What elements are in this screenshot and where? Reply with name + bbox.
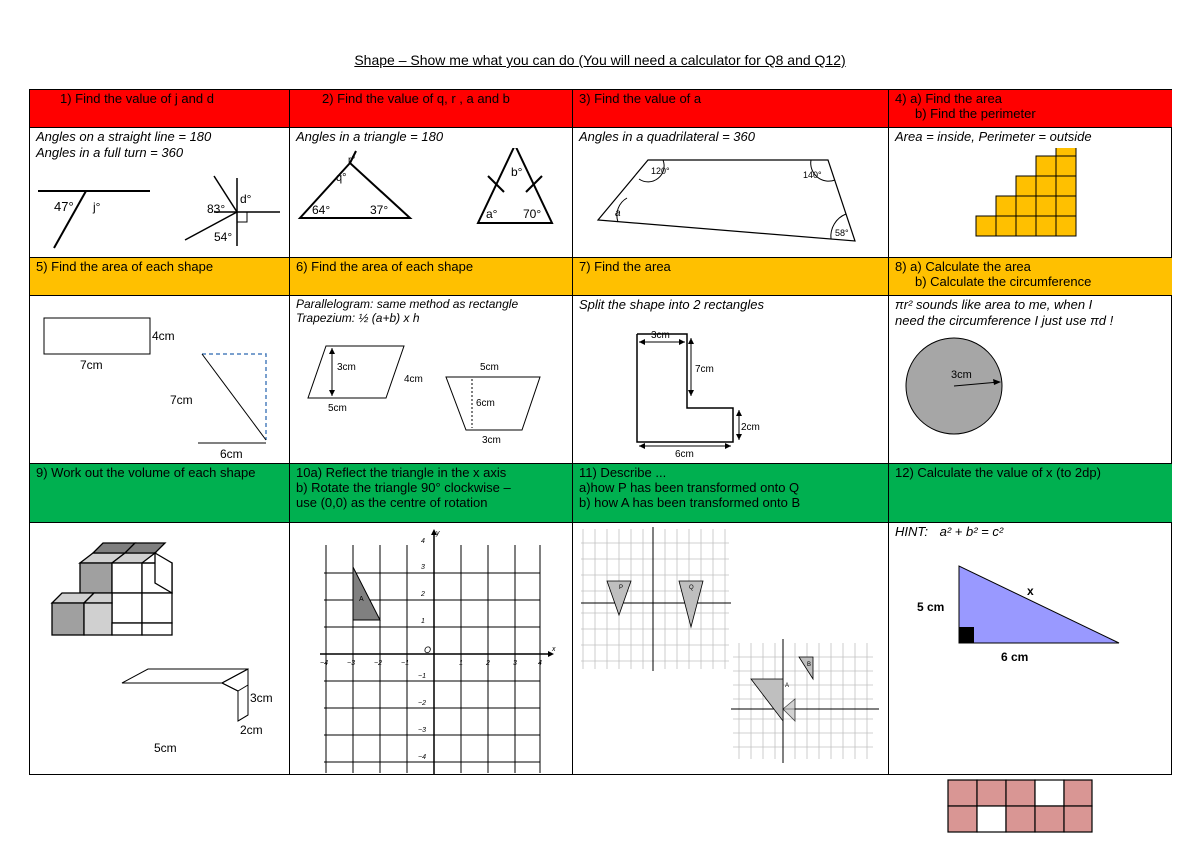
q1-angle-d: d°: [240, 192, 252, 206]
q12-header: 12) Calculate the value of x (to 2dp): [888, 463, 1172, 522]
q11-header-2: a)how P has been transformed onto Q: [579, 480, 800, 495]
q4-hint: Area = inside, Perimeter = outside: [895, 129, 1092, 144]
q4-header-a: 4) a) Find the area: [895, 91, 1002, 106]
q12-content: [888, 522, 1172, 775]
q1-angle-j: j°: [93, 200, 101, 214]
q2-angle-70: 70°: [523, 207, 542, 221]
q11-header-3: b) how A has been transformed onto B: [579, 495, 801, 510]
q11-header: [572, 463, 888, 522]
q3-header: 3) Find the value of a: [572, 89, 888, 127]
q7-side-label: 7cm: [695, 364, 714, 375]
svg-text:−2: −2: [418, 700, 426, 707]
page-title: Shape – Show me what you can do (You will need a calculator for Q8 and Q12): [354, 52, 846, 68]
svg-text:−3: −3: [418, 727, 426, 734]
q7-bottom-label: 6cm: [675, 449, 694, 460]
q7-right-label: 2cm: [741, 422, 760, 433]
q10-origin-label: O: [424, 645, 432, 655]
q11-grid-top: [581, 529, 729, 669]
q4-content: [888, 127, 1172, 257]
q6-trap-top: 5cm: [480, 362, 499, 373]
q8-content: [888, 295, 1172, 463]
q5-content: [29, 295, 289, 463]
q8-radius-label: 3cm: [951, 369, 972, 381]
svg-text:1: 1: [421, 618, 425, 625]
q9-prism-depth: 2cm: [240, 723, 263, 737]
q11-figure: [573, 523, 888, 775]
q2-angle-b: b°: [511, 165, 523, 179]
pink-grid-figure: [947, 779, 1093, 833]
svg-text:−3: −3: [347, 660, 355, 667]
q9-figure: [30, 523, 289, 775]
q9-content: [29, 522, 289, 775]
q5-tri-base: 6cm: [220, 447, 243, 461]
q3-content: [572, 127, 888, 257]
q11-label-a: A: [785, 683, 790, 689]
q7-hint: Split the shape into 2 rectangles: [579, 297, 765, 312]
q8-hint-2: need the circumference I just use πd !: [895, 313, 1114, 328]
q2-hint: Angles in a triangle = 180: [296, 129, 444, 144]
svg-text:3: 3: [513, 660, 517, 667]
q10-header-1: 10a) Reflect the triangle in the x axis: [296, 465, 507, 480]
worksheet-grid: [29, 89, 1172, 775]
q9-prism-height: 3cm: [250, 691, 273, 705]
q12-side-b-label: 6 cm: [1001, 650, 1029, 664]
q1-hint-2: Angles in a full turn = 360: [36, 145, 184, 160]
q6-para-height: 3cm: [337, 362, 356, 373]
q6-trap-bottom: 3cm: [482, 435, 501, 446]
q3-angle-140: 140°: [803, 170, 822, 180]
q5-rect-width: 7cm: [80, 358, 103, 372]
q6-trap-height: 6cm: [476, 398, 495, 409]
q4-staircase-figure: [889, 148, 1172, 257]
q12-hint-formula: a² + b² = c²: [939, 524, 1004, 539]
svg-text:4: 4: [538, 660, 542, 667]
q10-coordinate-grid: [290, 523, 572, 775]
q1-angle-83: 83°: [207, 202, 226, 216]
q9-prism-width: 5cm: [154, 741, 177, 755]
q11-label-p: P: [619, 585, 624, 591]
q5-rect-height: 4cm: [152, 329, 175, 343]
q11-header-1: 11) Describe ...: [579, 465, 667, 480]
q6-hint-1: Parallelogram: same method as rectangle: [296, 297, 519, 311]
q1-header: 1) Find the value of j and d: [29, 89, 289, 127]
q11-label-q: Q: [689, 585, 694, 591]
q8-header-a: 8) a) Calculate the area: [895, 259, 1031, 274]
q3-angle-a: a: [615, 208, 621, 219]
q8-header: [888, 257, 1172, 295]
q12-hint: [889, 523, 1172, 540]
q3-angle-120: 120°: [651, 166, 670, 176]
q8-header-b: b) Calculate the circumference: [915, 274, 1092, 289]
q7-top-label: 3cm: [651, 330, 670, 341]
q6-para-base: 5cm: [328, 403, 347, 414]
q7-lshape-figure: [573, 296, 888, 463]
svg-text:−1: −1: [418, 673, 426, 680]
q3-hint: Angles in a quadrilateral = 360: [579, 129, 755, 144]
q4-header: [888, 89, 1172, 127]
q10-content: [289, 522, 572, 775]
q2-angle-a: a°: [486, 207, 498, 221]
svg-text:3: 3: [421, 564, 425, 571]
q10-header: [289, 463, 572, 522]
q2-content: [289, 127, 572, 257]
q6-header: 6) Find the area of each shape: [289, 257, 572, 295]
q8-hint-1: πr² sounds like area to me, when I: [895, 297, 1093, 312]
q6-figure: [290, 336, 572, 463]
q5-tri-height: 7cm: [170, 393, 193, 407]
q8-circle-figure: [889, 336, 1172, 463]
q7-content: [572, 295, 888, 463]
q1-hint-1: Angles on a straight line = 180: [36, 129, 212, 144]
q3-angle-58: 58°: [835, 228, 849, 238]
q10-header-2: b) Rotate the triangle 90° clockwise –: [296, 480, 511, 495]
q10-y-axis-label: y: [436, 530, 440, 537]
q9-header: 9) Work out the volume of each shape: [29, 463, 289, 522]
q1-content: [29, 127, 289, 257]
svg-text:4: 4: [421, 538, 425, 545]
q4-header-b: b) Find the perimeter: [915, 106, 1036, 121]
q2-angle-r: r°: [348, 155, 356, 166]
svg-text:−4: −4: [418, 754, 426, 761]
q2-angle-37: 37°: [370, 203, 389, 217]
q10-header-3: use (0,0) as the centre of rotation: [296, 495, 488, 510]
q10-triangle-label: A: [359, 596, 364, 603]
q12-right-triangle: [889, 563, 1172, 723]
q12-hypotenuse-label: x: [1027, 584, 1034, 598]
svg-text:2: 2: [486, 660, 490, 667]
q6-para-side: 4cm: [404, 374, 423, 385]
q1-figure: [30, 168, 289, 257]
q6-hint-2: Trapezium: ½ (a+b) x h: [296, 311, 420, 325]
q9-l-prism: [122, 669, 248, 721]
q10-x-axis-label: x: [552, 646, 556, 653]
svg-text:−1: −1: [401, 660, 409, 667]
q11-label-b: B: [807, 662, 812, 668]
q7-header: 7) Find the area: [572, 257, 888, 295]
q1-angle-47: 47°: [54, 199, 74, 214]
q3-figure: [573, 148, 888, 257]
q6-content: [289, 295, 572, 463]
q5-header: 5) Find the area of each shape: [29, 257, 289, 295]
q12-hint-prefix: HINT:: [895, 524, 928, 539]
q12-side-a-label: 5 cm: [917, 600, 945, 614]
q9-cubes: [44, 543, 172, 645]
svg-text:2: 2: [421, 591, 425, 598]
q1-angle-54: 54°: [214, 230, 233, 244]
svg-text:−4: −4: [320, 660, 328, 667]
q2-angle-64: 64°: [312, 203, 331, 217]
q5-figure: [30, 296, 289, 463]
q11-content: [572, 522, 888, 775]
svg-text:1: 1: [459, 660, 463, 667]
svg-text:−2: −2: [374, 660, 382, 667]
q2-angle-q: q°: [336, 172, 347, 184]
q2-figure: [290, 148, 572, 257]
q2-header: 2) Find the value of q, r , a and b: [289, 89, 572, 127]
